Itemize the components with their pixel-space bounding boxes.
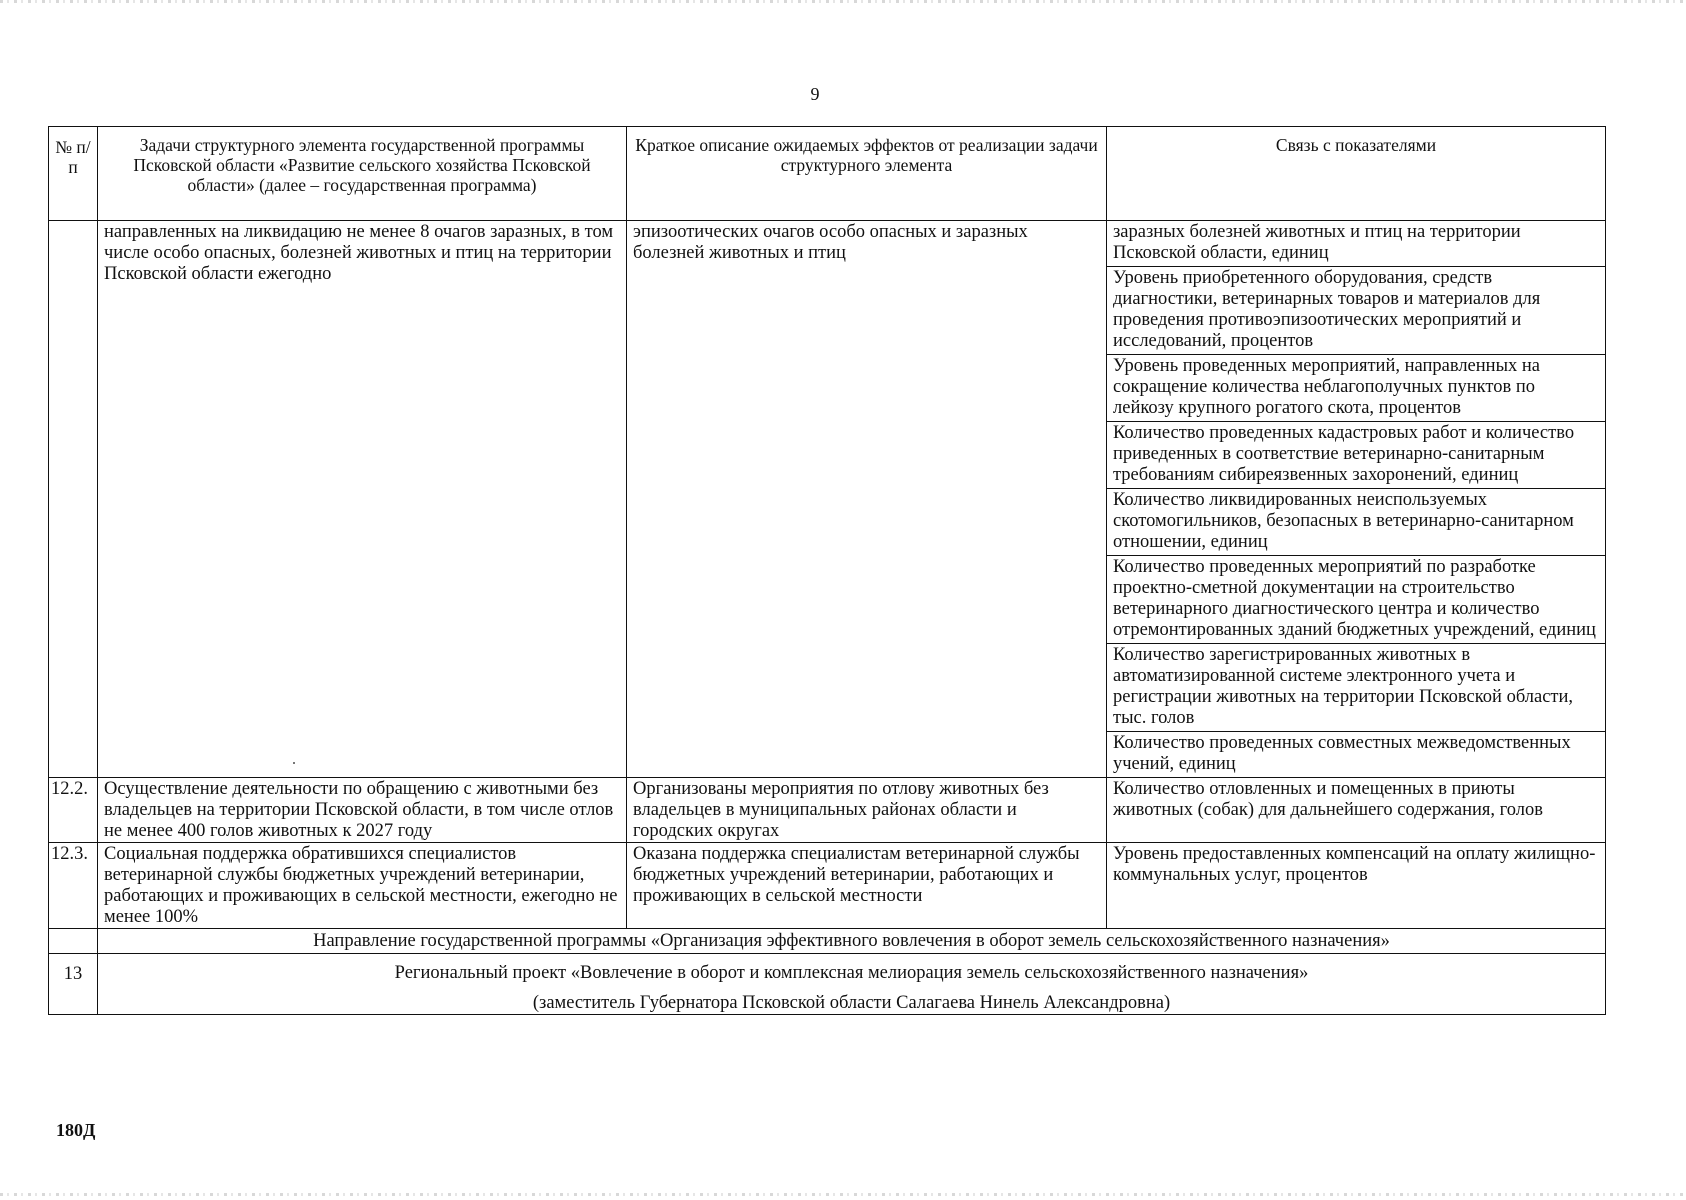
row-12-3-indicator: Уровень предоставленных компенсаций на оплату жилищно-коммунальных услуг, процентов: [1107, 843, 1606, 929]
row-12-2-task: Осуществление деятельности по обращению с животными без владельцев на территории Псковской области, в том числе отлов не менее 400 голов животных к 2027 году: [98, 778, 627, 843]
table-row-continuation: [49, 221, 1606, 778]
table-row-13: [49, 954, 1606, 1015]
indicator-item: Количество проведенных совместных межведомственных учений, единиц: [1113, 733, 1571, 774]
regional-project-responsible: (заместитель Губернатора Псковской области Салагаева Нинель Александровна): [532, 993, 1171, 1013]
tasks-table: [48, 126, 1606, 1015]
indicator-item: Уровень приобретенного оборудования, средств диагностики, ветеринарных товаров и материалов для проведения противоэпизоотических мероприятий и исследований, процентов: [1107, 267, 1605, 355]
indicator-item: заразных болезней животных и птиц на территории Псковской области, единиц: [1107, 221, 1605, 267]
table-header-row: [49, 127, 1606, 221]
table-row-12-3: [49, 843, 1606, 929]
header-num: № п/п: [49, 127, 98, 221]
row-12-2-effect: Организованы мероприятия по отлову животных без владельцев в муниципальных районах области и городских округах: [627, 778, 1107, 843]
direction-heading: Направление государственной программы «Организация эффективного вовлечения в оборот земель сельскохозяйственного назначения»: [98, 929, 1606, 954]
indicator-item: Количество зарегистрированных животных в автоматизированной системе электронного учета и регистрации животных на территории Псковской области, тыс. голов: [1107, 644, 1605, 732]
scan-dot: [293, 762, 295, 764]
indicator-item: Количество проведенных мероприятий по разработке проектно-сметной документации на строительство ветеринарного диагностического центра и количество отремонтированных зданий бюджетных учреждений, единиц: [1107, 556, 1605, 644]
header-indicators: Связь с показателями: [1107, 127, 1606, 221]
indicator-item: Количество ликвидированных неиспользуемых скотомогильников, безопасных в ветеринарно-санитарном отношении, единиц: [1107, 489, 1605, 556]
row-12-3-effect: Оказана поддержка специалистам ветеринарной службы бюджетных учреждений ветеринарии, работающих и проживающих в сельской местности: [627, 843, 1107, 929]
regional-project-title: Региональный проект «Вовлечение в оборот и комплексная мелиорация земель сельскохозяйственного назначения»: [394, 963, 1309, 983]
row-cont-task: направленных на ликвидацию не менее 8 очагов заразных, в том числе особо опасных, болезней животных и птиц на территории Псковской области ежегодно: [98, 221, 627, 778]
row-13-project: [98, 954, 1606, 1015]
scan-edge-bottom: [0, 1193, 1686, 1196]
table-row-direction: [49, 929, 1606, 954]
row-12-2-indicator: Количество отловленных и помещенных в приюты животных (собак) для дальнейшего содержания, голов: [1107, 778, 1606, 843]
header-effects: Краткое описание ожидаемых эффектов от реализации задачи структурного элемента: [627, 127, 1107, 221]
header-tasks: Задачи структурного элемента государственной программы Псковской области «Развитие сельского хозяйства Псковской области» (далее – государственная программа): [98, 127, 627, 221]
page-number: 9: [810, 84, 820, 104]
row-cont-num: [49, 221, 98, 778]
row-12-3-task: Социальная поддержка обратившихся специалистов ветеринарной службы бюджетных учреждений ветеринарии, работающих и проживающих в сельской местности, ежегодно не менее 100%: [98, 843, 627, 929]
row-13-num: 13: [49, 954, 98, 1015]
indicator-item: Количество проведенных кадастровых работ и количество приведенных в соответствие ветеринарно-санитарным требованиям сибиреязвенных захоронений, единиц: [1107, 422, 1605, 489]
table-row-12-2: [49, 778, 1606, 843]
row-cont-effect: эпизоотических очагов особо опасных и заразных болезней животных и птиц: [627, 221, 1107, 778]
row-12-3-num: 12.3.: [49, 843, 98, 929]
indicator-item: Уровень проведенных мероприятий, направленных на сокращение количества неблагополучных пунктов по лейкозу крупного рогатого скота, процентов: [1107, 355, 1605, 422]
row-12-2-num: 12.2.: [49, 778, 98, 843]
footer-code: 180Д: [56, 1120, 96, 1140]
scan-edge-top: [0, 0, 1686, 3]
row-cont-indicators: [1107, 221, 1606, 778]
